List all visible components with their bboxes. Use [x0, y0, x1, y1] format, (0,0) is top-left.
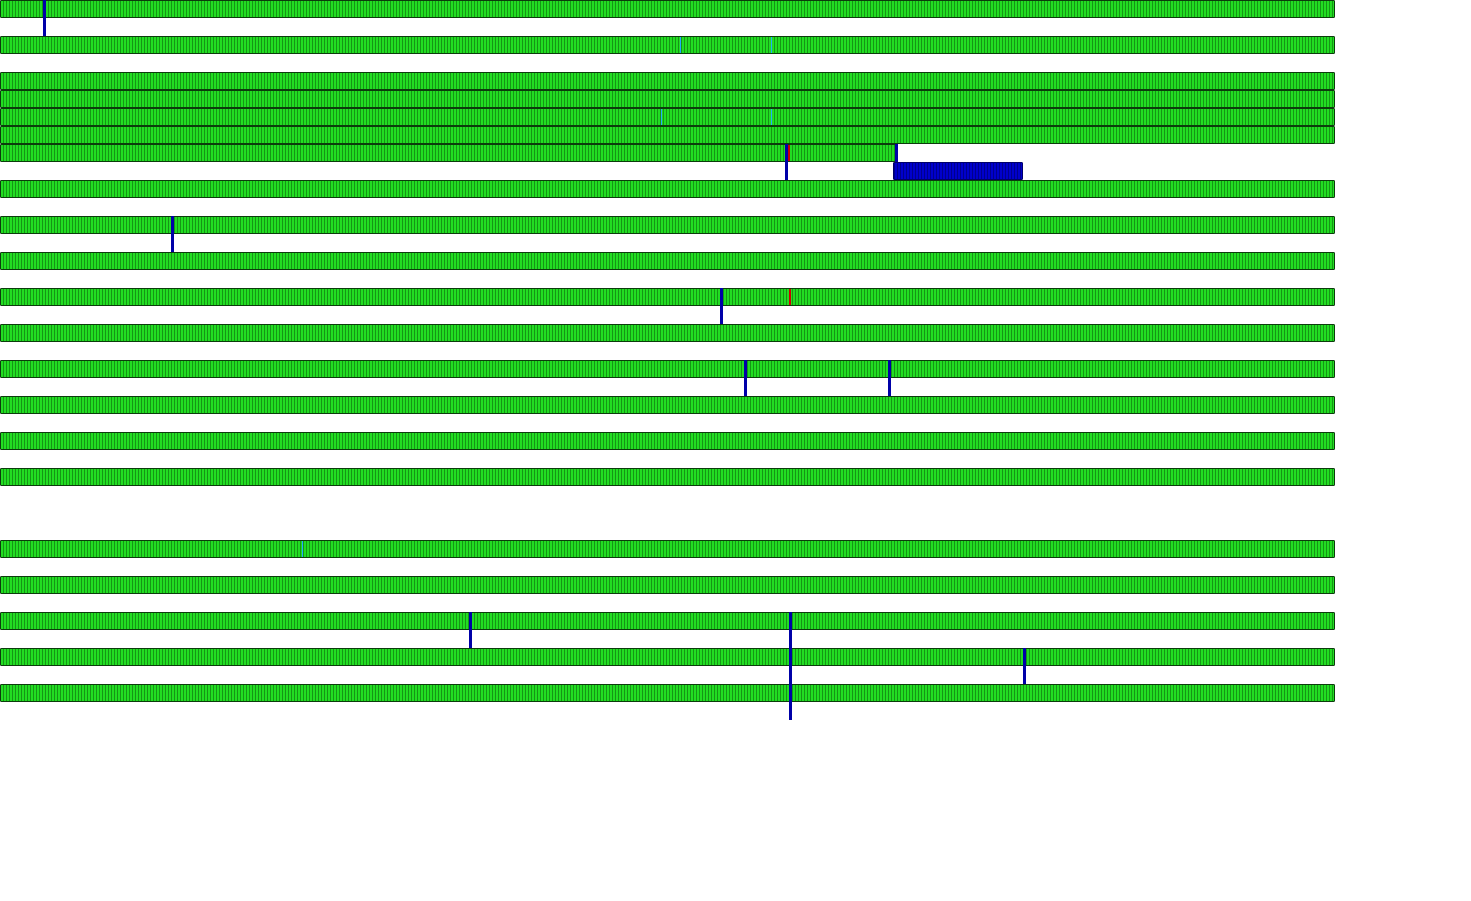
track-18	[1, 577, 1335, 594]
insertion-marker	[43, 0, 46, 36]
insertion-marker	[789, 684, 792, 720]
insertion-marker	[469, 612, 472, 648]
insertion-marker	[789, 612, 792, 648]
track-10	[1, 253, 1335, 270]
mismatch-marker	[680, 37, 681, 53]
insertion-marker	[744, 360, 747, 396]
read-bar	[1, 91, 1335, 108]
track-15	[1, 433, 1335, 450]
track-7b	[894, 163, 1023, 180]
insertion-marker	[888, 360, 891, 396]
track-6	[1, 127, 1335, 144]
read-bar	[1, 649, 1335, 666]
tracks-layer	[1, 0, 1335, 720]
mismatch-marker	[302, 541, 303, 557]
track-4	[1, 91, 1335, 108]
read-bar	[1, 181, 1335, 198]
track-17	[1, 541, 1335, 558]
read-bar	[1, 469, 1335, 486]
insertion-marker	[785, 144, 788, 180]
track-21	[1, 684, 1335, 720]
track-14	[1, 397, 1335, 414]
mismatch-marker	[661, 109, 662, 125]
read-bar	[1, 613, 1335, 630]
read-bar	[894, 163, 1023, 180]
read-bar	[1, 217, 1335, 234]
read-bar	[1, 145, 896, 162]
read-bar	[1, 127, 1335, 144]
insertion-marker	[789, 648, 792, 684]
insertion-marker	[1023, 648, 1026, 684]
read-bar	[1, 37, 1335, 54]
read-bar	[1, 73, 1335, 90]
read-bar	[1, 541, 1335, 558]
track-9	[1, 216, 1335, 252]
track-16	[1, 469, 1335, 486]
mismatch-marker	[789, 289, 791, 305]
track-1	[1, 0, 1335, 36]
track-11	[1, 288, 1335, 324]
read-bar	[1, 109, 1335, 126]
read-bar	[1, 685, 1335, 702]
mismatch-marker	[788, 145, 790, 161]
read-bar	[1, 253, 1335, 270]
read-bar	[1, 397, 1335, 414]
track-13	[1, 360, 1335, 396]
insertion-marker	[720, 288, 723, 324]
read-bar	[1, 325, 1335, 342]
mismatch-marker	[771, 37, 772, 53]
track-2	[1, 37, 1335, 54]
track-20	[1, 648, 1335, 684]
track-7	[1, 144, 899, 180]
track-8	[1, 181, 1335, 198]
track-19	[1, 612, 1335, 648]
insertion-marker	[171, 216, 174, 252]
read-bar	[1, 577, 1335, 594]
mismatch-marker	[771, 109, 772, 125]
track-5	[1, 109, 1335, 126]
read-bar	[1, 433, 1335, 450]
read-bar	[1, 289, 1335, 306]
track-3	[1, 73, 1335, 90]
track-12	[1, 325, 1335, 342]
read-bar	[1, 1, 1335, 18]
read-bar	[1, 361, 1335, 378]
